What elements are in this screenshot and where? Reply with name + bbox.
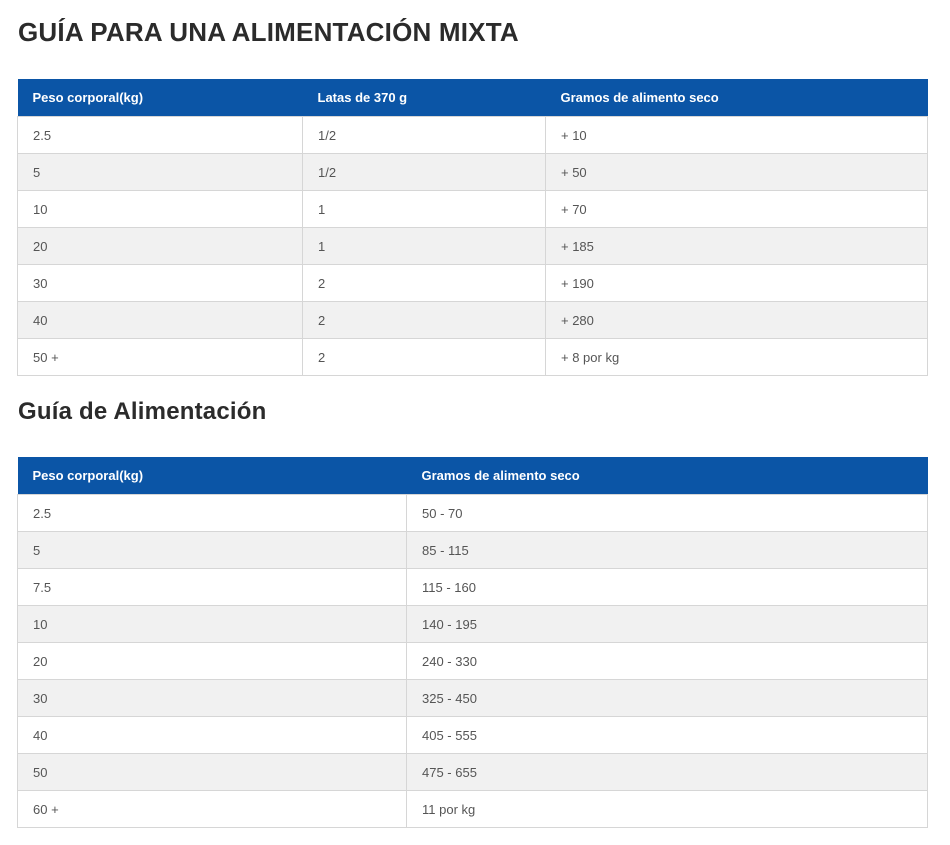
table-row [18, 228, 928, 265]
table-row [18, 495, 928, 532]
table-row [18, 754, 928, 791]
cell-dry-food-grams: 140 - 195 [407, 606, 928, 643]
table-row [18, 154, 928, 191]
mixed-feeding-title: GUÍA PARA UNA ALIMENTACIÓN MIXTA [18, 17, 519, 47]
cell-dry-food-grams: 50 - 70 [407, 495, 928, 532]
table-header-row [18, 457, 928, 495]
cell-dry-food-grams: + 50 [546, 154, 928, 191]
cell-body-weight: 2.5 [18, 495, 407, 532]
cell-cans: 2 [303, 265, 546, 302]
cell-dry-food-grams: + 190 [546, 265, 928, 302]
cell-body-weight: 10 [18, 191, 303, 228]
cell-dry-food-grams: 240 - 330 [407, 643, 928, 680]
cell-body-weight: 5 [18, 532, 407, 569]
column-header-dry-food: Gramos de alimento seco [407, 457, 928, 495]
table-row [18, 791, 928, 828]
cell-cans: 1 [303, 228, 546, 265]
cell-body-weight: 20 [18, 228, 303, 265]
table-row [18, 717, 928, 754]
cell-dry-food-grams: + 8 por kg [546, 339, 928, 376]
cell-body-weight: 2.5 [18, 117, 303, 154]
column-header-dry-food: Gramos de alimento seco [546, 79, 928, 117]
table-row [18, 532, 928, 569]
table-row [18, 265, 928, 302]
table-row [18, 191, 928, 228]
table-row [18, 302, 928, 339]
cell-cans: 2 [303, 302, 546, 339]
cell-body-weight: 20 [18, 643, 407, 680]
column-header-body-weight: Peso corporal(kg) [18, 457, 407, 495]
cell-dry-food-grams: 325 - 450 [407, 680, 928, 717]
mixed-feeding-table [17, 79, 928, 376]
cell-body-weight: 50 + [18, 339, 303, 376]
table-row [18, 680, 928, 717]
cell-cans: 2 [303, 339, 546, 376]
cell-dry-food-grams: + 280 [546, 302, 928, 339]
table-row [18, 339, 928, 376]
cell-dry-food-grams: + 70 [546, 191, 928, 228]
table-row [18, 643, 928, 680]
cell-dry-food-grams: + 185 [546, 228, 928, 265]
column-header-body-weight: Peso corporal(kg) [18, 79, 303, 117]
table-row [18, 117, 928, 154]
cell-dry-food-grams: 115 - 160 [407, 569, 928, 606]
cell-body-weight: 10 [18, 606, 407, 643]
cell-body-weight: 50 [18, 754, 407, 791]
cell-body-weight: 30 [18, 680, 407, 717]
table-header-row [18, 79, 928, 117]
feeding-guide-table [17, 457, 928, 828]
cell-body-weight: 40 [18, 302, 303, 339]
cell-body-weight: 7.5 [18, 569, 407, 606]
table-row [18, 606, 928, 643]
cell-body-weight: 60 + [18, 791, 407, 828]
cell-dry-food-grams: 405 - 555 [407, 717, 928, 754]
cell-cans: 1/2 [303, 154, 546, 191]
cell-dry-food-grams: 475 - 655 [407, 754, 928, 791]
column-header-cans: Latas de 370 g [303, 79, 546, 117]
feeding-guide-title: Guía de Alimentación [18, 398, 267, 425]
cell-cans: 1/2 [303, 117, 546, 154]
cell-cans: 1 [303, 191, 546, 228]
cell-dry-food-grams: 11 por kg [407, 791, 928, 828]
cell-dry-food-grams: 85 - 115 [407, 532, 928, 569]
table-row [18, 569, 928, 606]
cell-body-weight: 30 [18, 265, 303, 302]
cell-dry-food-grams: + 10 [546, 117, 928, 154]
cell-body-weight: 40 [18, 717, 407, 754]
cell-body-weight: 5 [18, 154, 303, 191]
